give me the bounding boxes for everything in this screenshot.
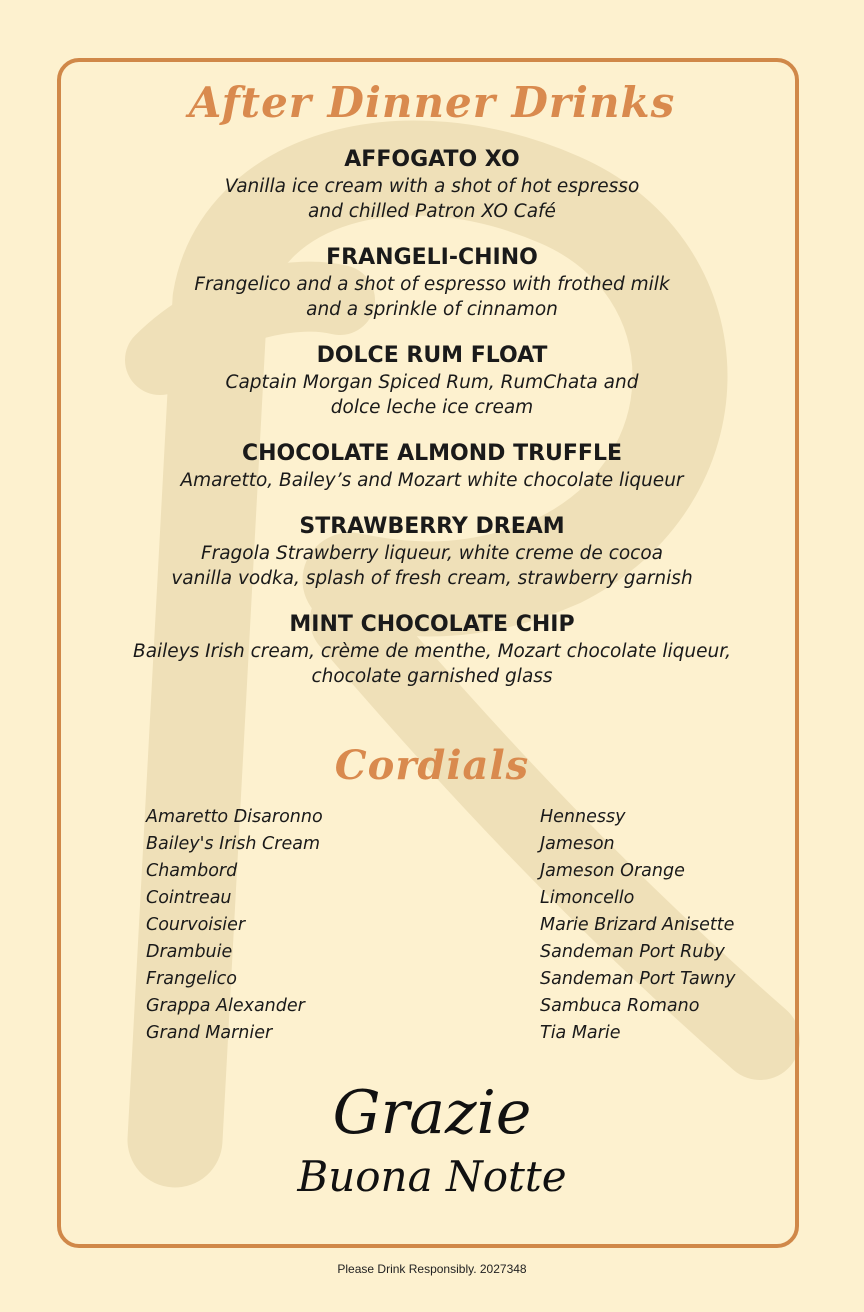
- cordial-item: Chambord: [146, 861, 238, 881]
- drink-description: Frangelico and a shot of espresso with frothed milk and a sprinkle of cinnamon: [194, 274, 670, 320]
- cordial-item: Frangelico: [146, 969, 238, 989]
- drink-description: Vanilla ice cream with a shot of hot espresso and chilled Patron XO Café: [224, 176, 640, 222]
- drink-description: Baileys Irish cream, crème de menthe, Mozart chocolate liqueur, chocolate garnished glass: [133, 641, 731, 687]
- drink-description: Fragola Strawberry liqueur, white creme de cocoa vanilla vodka, splash of fresh cream, strawberry garnish: [171, 543, 693, 589]
- cordial-item: Jameson Orange: [540, 861, 685, 881]
- cordial-item: Grand Marnier: [146, 1023, 273, 1043]
- cordial-item: Amaretto Disaronno: [146, 807, 323, 827]
- drink-name: DOLCE RUM FLOAT: [316, 343, 548, 368]
- drink-item: [0, 244, 864, 322]
- cordial-item: Sandeman Port Tawny: [540, 969, 736, 989]
- cordial-item: Cointreau: [146, 888, 232, 908]
- drink-description: Captain Morgan Spiced Rum, RumChata and dolce leche ice cream: [225, 372, 639, 418]
- cordial-item: Jameson: [540, 834, 615, 854]
- drink-list: [0, 146, 864, 709]
- drink-name: STRAWBERRY DREAM: [299, 514, 565, 539]
- cordial-item: Courvoisier: [146, 915, 246, 935]
- drink-item: [0, 342, 864, 420]
- cordial-item: Marie Brizard Anisette: [540, 915, 735, 935]
- drink-item: [0, 611, 864, 689]
- drink-name: MINT CHOCOLATE CHIP: [289, 612, 575, 637]
- drink-description: Amaretto, Bailey’s and Mozart white chocolate liqueur: [180, 470, 684, 491]
- drink-name: CHOCOLATE ALMOND TRUFFLE: [241, 441, 623, 466]
- cordials-left-column: [146, 804, 323, 1047]
- cordial-item: Bailey's Irish Cream: [146, 834, 321, 854]
- cordial-item: Grappa Alexander: [146, 996, 305, 1016]
- drink-name: AFFOGATO XO: [344, 147, 520, 172]
- cordial-item: Limoncello: [540, 888, 635, 908]
- drink-item: [0, 146, 864, 224]
- cordial-item: Hennessy: [540, 807, 626, 827]
- cordials-right-column: [540, 804, 735, 1047]
- cordial-item: Drambuie: [146, 942, 233, 962]
- cordial-item: Sandeman Port Ruby: [540, 942, 725, 962]
- footer-disclaimer: Please Drink Responsibly. 2027348: [337, 1262, 527, 1276]
- drink-name: FRANGELI-CHINO: [326, 245, 538, 270]
- buona-notte-text: Buona Notte: [297, 1152, 567, 1201]
- grazie-text: Grazie: [332, 1078, 532, 1148]
- cordials-heading: Cordials: [334, 742, 530, 789]
- cordial-item: Tia Marie: [540, 1023, 621, 1043]
- after-dinner-drinks-heading: After Dinner Drinks: [188, 78, 676, 127]
- drink-item: [0, 513, 864, 591]
- cordial-item: Sambuca Romano: [540, 996, 700, 1016]
- drink-item: [0, 440, 864, 493]
